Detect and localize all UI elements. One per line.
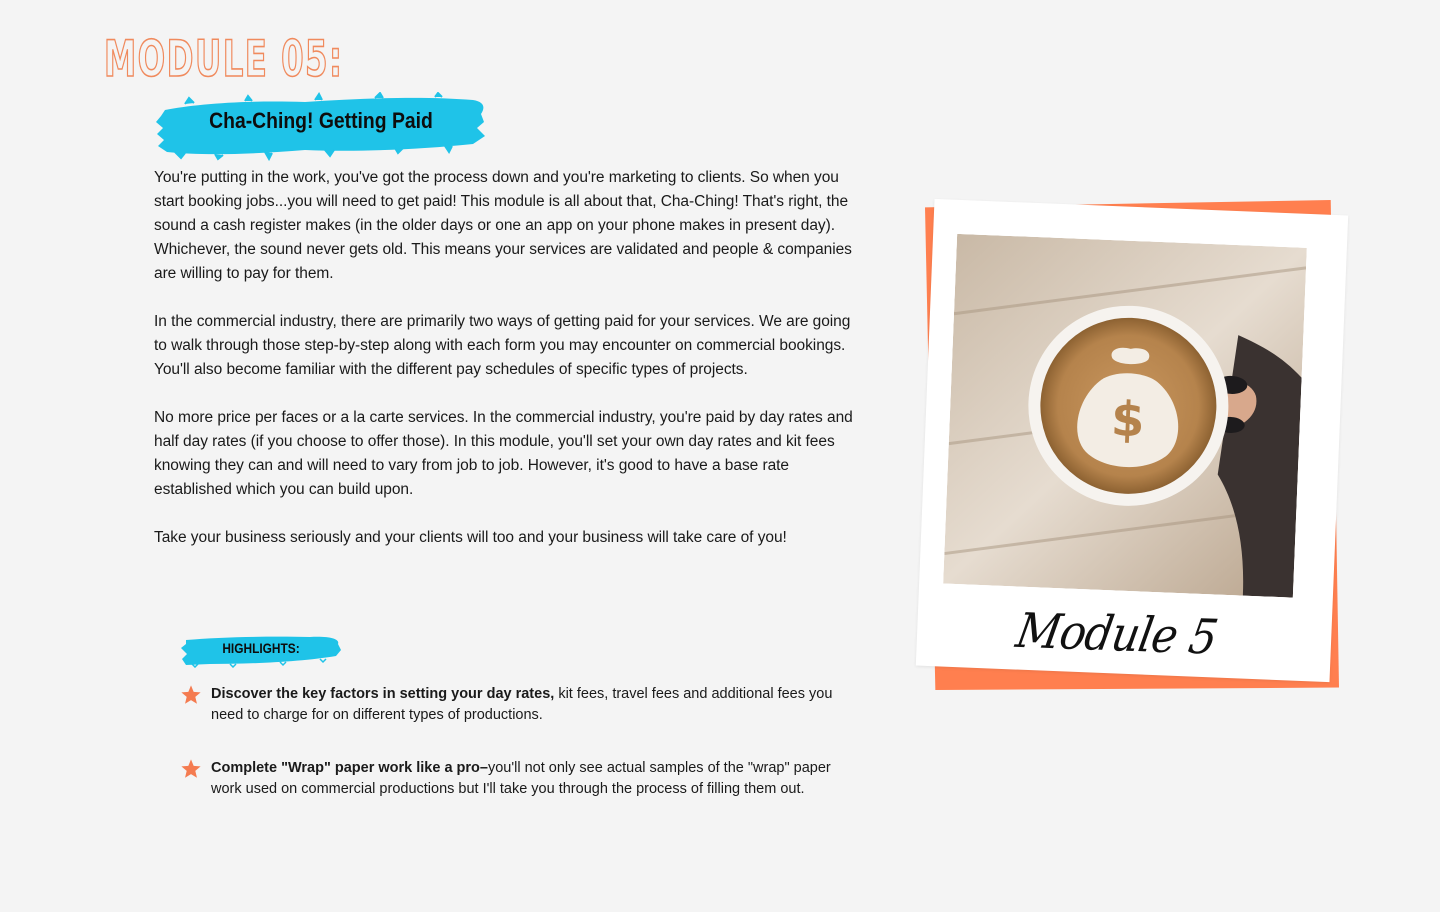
highlight-bold-lead: Complete "Wrap" paper work like a pro– [211, 760, 488, 776]
star-icon [180, 758, 202, 780]
polaroid-caption: Module 5 [1012, 603, 1222, 666]
module-heading: MODULE 05: [104, 30, 344, 88]
module-title: Cha-Ching! Getting Paid [209, 108, 433, 133]
money-bag-icon [943, 234, 1307, 598]
intro-paragraph: You're putting in the work, you've got the process down and you're marketing to clients. So when you start booking jobs...you will need to get paid! This module is all about that, Cha-Ching! That's right, the sound a cash register makes (in the older days or one an app on your phone makes in present day). Whichever, the sound never gets old. This means your services are validated and people & companies are willing to pay for them. [154, 169, 852, 282]
day-rates-paragraph: No more price per faces or a la carte services. In the commercial industry, you're paid by day rates and half day rates (if you choose to offer those). In this module, you'll set your own day rates and kit fees knowing they can and will need to vary from job to job. However, it's good to have a base rate established which you can build upon. [154, 409, 853, 498]
highlight-text [211, 758, 851, 800]
payment-methods-paragraph: In the commercial industry, there are primarily two ways of getting paid for your services. We are going to walk through those step-by-step along with each form you may encounter on commercial bookings. You'll also become familiar with the different pay schedules of specific types of projects. [154, 313, 851, 378]
highlight-text [211, 684, 851, 726]
star-icon [180, 684, 202, 706]
coffee-photo [943, 234, 1307, 598]
highlight-detail: kit fees, travel fees and additional fees you need to charge for on different types of productions. [211, 686, 833, 723]
body-copy [154, 166, 854, 574]
highlights-label: HIGHLIGHTS: [222, 640, 300, 656]
closing-paragraph: Take your business seriously and your clients will too and your business will take care of you! [154, 529, 787, 546]
highlight-detail: you'll not only see actual samples of the "wrap" paper work used on commercial productions but I'll take you through the process of filling them out. [211, 760, 831, 797]
highlight-item [180, 758, 860, 800]
svg-text:$: $ [1110, 391, 1146, 449]
highlight-item [180, 684, 860, 726]
highlight-bold-lead: Discover the key factors in setting your day rates, [211, 686, 555, 702]
